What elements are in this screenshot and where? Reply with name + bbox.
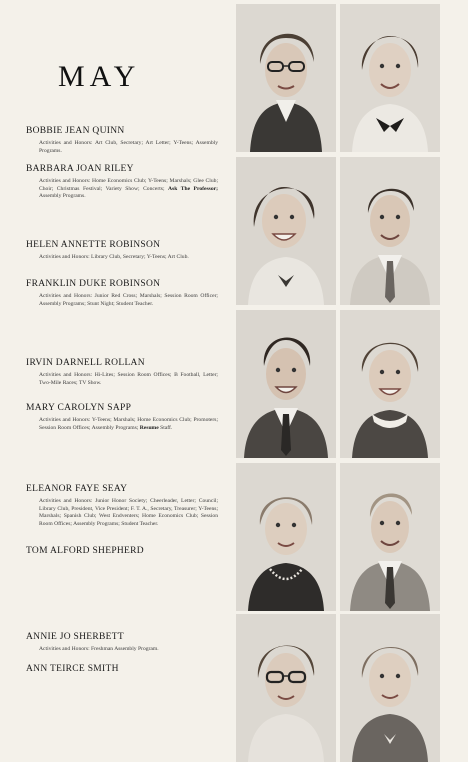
activities-tail-text: Staff. bbox=[158, 424, 173, 431]
student-entry bbox=[26, 358, 218, 387]
student-name: IRVIN DARNELL ROLLAN bbox=[26, 358, 145, 368]
student-activities: Activities and Honors: Freshman Assembly Program. bbox=[39, 646, 159, 652]
student-activities: Activities and Honors: Junior Red Cross; Marshals; Session Room Officer; Assembly Programs; Stunt Night; Student Teacher. bbox=[39, 293, 218, 307]
portrait-boy-icon bbox=[340, 157, 440, 305]
activities-tail-text: Assembly Programs. bbox=[39, 193, 86, 200]
student-name: MARY CAROLYN SAPP bbox=[26, 403, 132, 413]
student-activities: Activities and Honors: Hi-Lites; Session Room Offices; B Football, Letter; Two-Mile Races; TV Show. bbox=[39, 372, 218, 386]
portrait-girl-smiling-icon bbox=[236, 157, 336, 305]
portrait-girl-necklace-icon bbox=[236, 463, 336, 611]
student-entry bbox=[26, 403, 218, 432]
activities-text: Activities and Honors: Home Economics Club; Y-Teens; Marshals; Glee Club; Choir; Christmas Festival; Variety Show; Concerts; bbox=[39, 178, 218, 192]
student-activities bbox=[39, 178, 218, 201]
portrait-girl-bow-icon bbox=[340, 4, 440, 152]
activities-bold-text: Resume bbox=[139, 424, 159, 431]
student-activities: Activities and Honors: Art Club, Secretary; Art Letter; Y-Teens; Assembly Programs. bbox=[39, 140, 218, 154]
portrait-girl-icon bbox=[340, 614, 440, 762]
student-name: TOM ALFORD SHEPHERD bbox=[26, 546, 144, 556]
portrait-girl-glasses-icon bbox=[236, 4, 336, 152]
student-entry bbox=[26, 664, 218, 674]
activities-bold-text: Ask The Professor; bbox=[168, 185, 218, 192]
student-name: ANN TEIRCE SMITH bbox=[26, 664, 119, 674]
student-activities bbox=[39, 417, 218, 432]
student-entry bbox=[26, 279, 218, 308]
student-name: BARBARA JOAN RILEY bbox=[26, 164, 134, 174]
portrait-girl-smiling-icon bbox=[340, 310, 440, 458]
student-entry bbox=[26, 484, 218, 528]
portrait-girl-glasses-icon bbox=[236, 614, 336, 762]
student-entry bbox=[26, 240, 218, 262]
portrait-grid bbox=[233, 0, 445, 753]
student-name: ELEANOR FAYE SEAY bbox=[26, 484, 128, 494]
student-name: HELEN ANNETTE ROBINSON bbox=[26, 240, 161, 250]
portrait-boy-icon bbox=[340, 463, 440, 611]
student-name: FRANKLIN DUKE ROBINSON bbox=[26, 279, 161, 289]
student-activities: Activities and Honors: Library Club, Secretary; Y-Teens; Art Club. bbox=[39, 254, 189, 260]
activities-text: Activities and Honors: Y-Teens; Marshals; Home Economics Club; Promoters; Session Room Offices; Assembly Programs; bbox=[39, 417, 218, 431]
student-name: ANNIE JO SHERBETT bbox=[26, 632, 124, 642]
student-entry bbox=[26, 632, 218, 654]
portrait-boy-icon bbox=[236, 310, 336, 458]
page-title: MAY bbox=[58, 60, 141, 93]
student-activities: Activities and Honors: Junior Honor Society; Cheerleader, Letter; Council; Library Club, President, Vice President; F. T. A., Secretary, Treasurer; Y-Teens; Marshals; Spanish Club; West Endventers; Home Economics Club; Session Room Offices; Assembly Programs; Student Teacher. bbox=[39, 498, 218, 527]
student-entry bbox=[26, 126, 218, 155]
student-entry bbox=[26, 546, 218, 556]
student-name: BOBBIE JEAN QUINN bbox=[26, 126, 125, 136]
student-entry bbox=[26, 164, 218, 201]
